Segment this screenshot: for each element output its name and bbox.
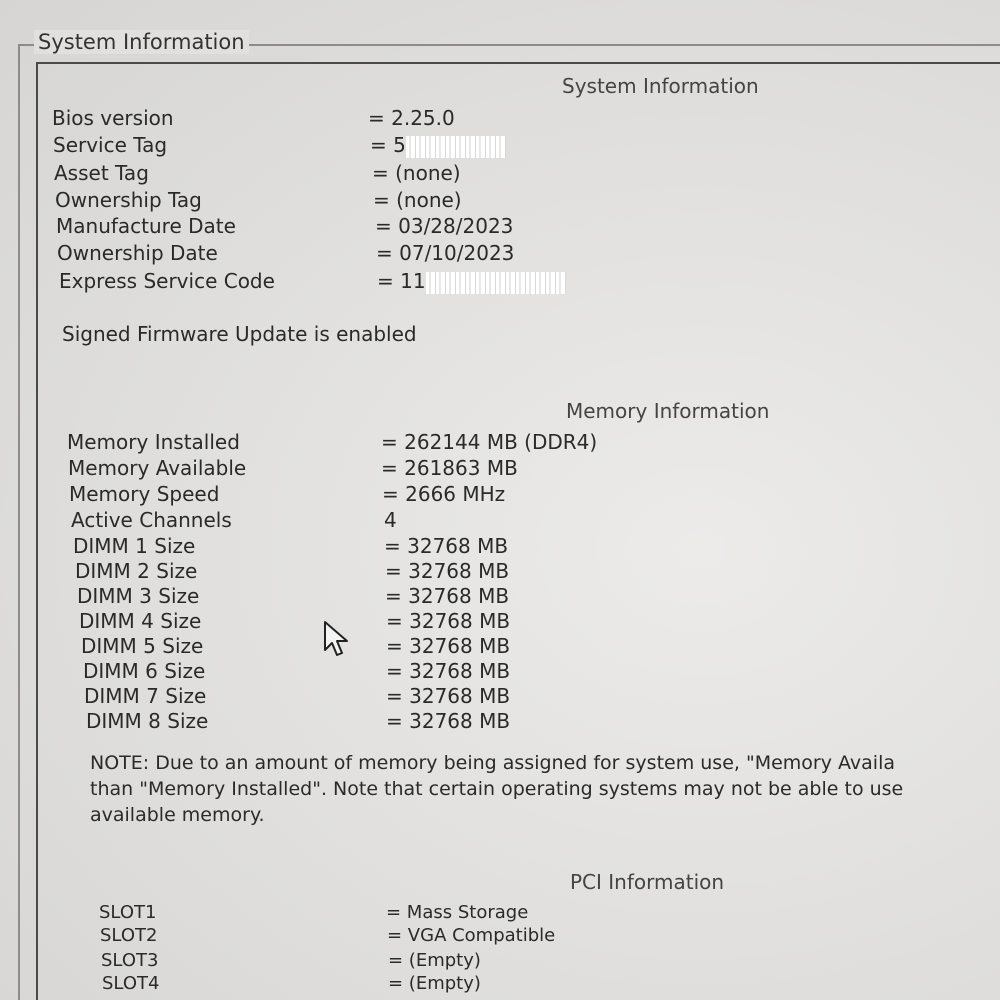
memory-note-line-3: available memory. bbox=[90, 804, 265, 826]
slot-1-label: SLOT1 bbox=[99, 902, 157, 923]
dimm-6-value: = 32768 MB bbox=[386, 659, 511, 683]
memory-info-heading: Memory Information bbox=[566, 399, 770, 423]
asset-tag-label: Asset Tag bbox=[54, 161, 149, 185]
dimm-1-value: = 32768 MB bbox=[384, 534, 509, 558]
active-channels-value: 4 bbox=[384, 508, 397, 532]
mouse-pointer-icon bbox=[322, 620, 352, 660]
express-service-code-text: = 11 bbox=[377, 269, 426, 293]
memory-note-line-2: than "Memory Installed". Note that certain operating systems may not be able to use bbox=[90, 778, 904, 800]
dimm-8-label: DIMM 8 Size bbox=[86, 709, 209, 733]
memory-available-label: Memory Available bbox=[68, 456, 247, 480]
dimm-3-value: = 32768 MB bbox=[385, 584, 510, 608]
memory-speed-value: = 2666 MHz bbox=[382, 482, 506, 506]
pci-info-heading: PCI Information bbox=[570, 870, 725, 894]
dimm-2-value: = 32768 MB bbox=[385, 559, 510, 583]
active-channels-label: Active Channels bbox=[71, 508, 232, 532]
asset-tag-value: = (none) bbox=[372, 161, 461, 185]
express-service-code-label: Express Service Code bbox=[59, 269, 275, 293]
service-tag-label: Service Tag bbox=[53, 133, 168, 157]
slot-2-label: SLOT2 bbox=[100, 925, 158, 946]
manufacture-date-label: Manufacture Date bbox=[56, 214, 236, 238]
memory-note bbox=[90, 750, 1000, 828]
dimm-2-label: DIMM 2 Size bbox=[75, 559, 198, 583]
memory-installed-value: = 262144 MB (DDR4) bbox=[381, 430, 598, 454]
group-box-title: System Information bbox=[34, 30, 249, 54]
service-tag-value bbox=[370, 133, 506, 158]
slot-4-label: SLOT4 bbox=[102, 973, 160, 994]
system-info-heading: System Information bbox=[562, 74, 759, 98]
dimm-5-value: = 32768 MB bbox=[386, 634, 511, 658]
dimm-8-value: = 32768 MB bbox=[386, 709, 511, 733]
dimm-5-label: DIMM 5 Size bbox=[81, 634, 204, 658]
manufacture-date-value: = 03/28/2023 bbox=[375, 214, 514, 238]
bios-version-value: = 2.25.0 bbox=[368, 106, 455, 130]
express-service-code-value bbox=[377, 269, 566, 294]
memory-speed-label: Memory Speed bbox=[69, 482, 220, 506]
ownership-date-label: Ownership Date bbox=[57, 241, 218, 265]
dimm-7-value: = 32768 MB bbox=[386, 684, 511, 708]
ownership-date-value: = 07/10/2023 bbox=[376, 241, 515, 265]
memory-installed-label: Memory Installed bbox=[67, 430, 240, 454]
slot-3-value: = (Empty) bbox=[388, 950, 481, 971]
ownership-tag-value: = (none) bbox=[373, 188, 462, 212]
ownership-tag-label: Ownership Tag bbox=[55, 188, 202, 212]
dimm-4-label: DIMM 4 Size bbox=[79, 609, 202, 633]
dimm-7-label: DIMM 7 Size bbox=[84, 684, 207, 708]
memory-available-value: = 261863 MB bbox=[381, 456, 518, 480]
dimm-4-value: = 32768 MB bbox=[386, 609, 511, 633]
dimm-3-label: DIMM 3 Size bbox=[77, 584, 200, 608]
signed-firmware-status: Signed Firmware Update is enabled bbox=[62, 322, 417, 346]
slot-4-value: = (Empty) bbox=[388, 973, 481, 994]
dimm-6-label: DIMM 6 Size bbox=[83, 659, 206, 683]
dimm-1-label: DIMM 1 Size bbox=[73, 534, 196, 558]
redaction-block bbox=[406, 136, 506, 158]
service-tag-text: = 5 bbox=[370, 133, 406, 157]
redaction-block bbox=[426, 272, 566, 294]
slot-2-value: = VGA Compatible bbox=[387, 925, 556, 946]
memory-note-line-1: NOTE: Due to an amount of memory being assigned for system use, "Memory Availa bbox=[90, 752, 895, 774]
bios-version-label: Bios version bbox=[52, 106, 174, 130]
slot-3-label: SLOT3 bbox=[101, 950, 159, 971]
slot-1-value: = Mass Storage bbox=[386, 902, 529, 923]
